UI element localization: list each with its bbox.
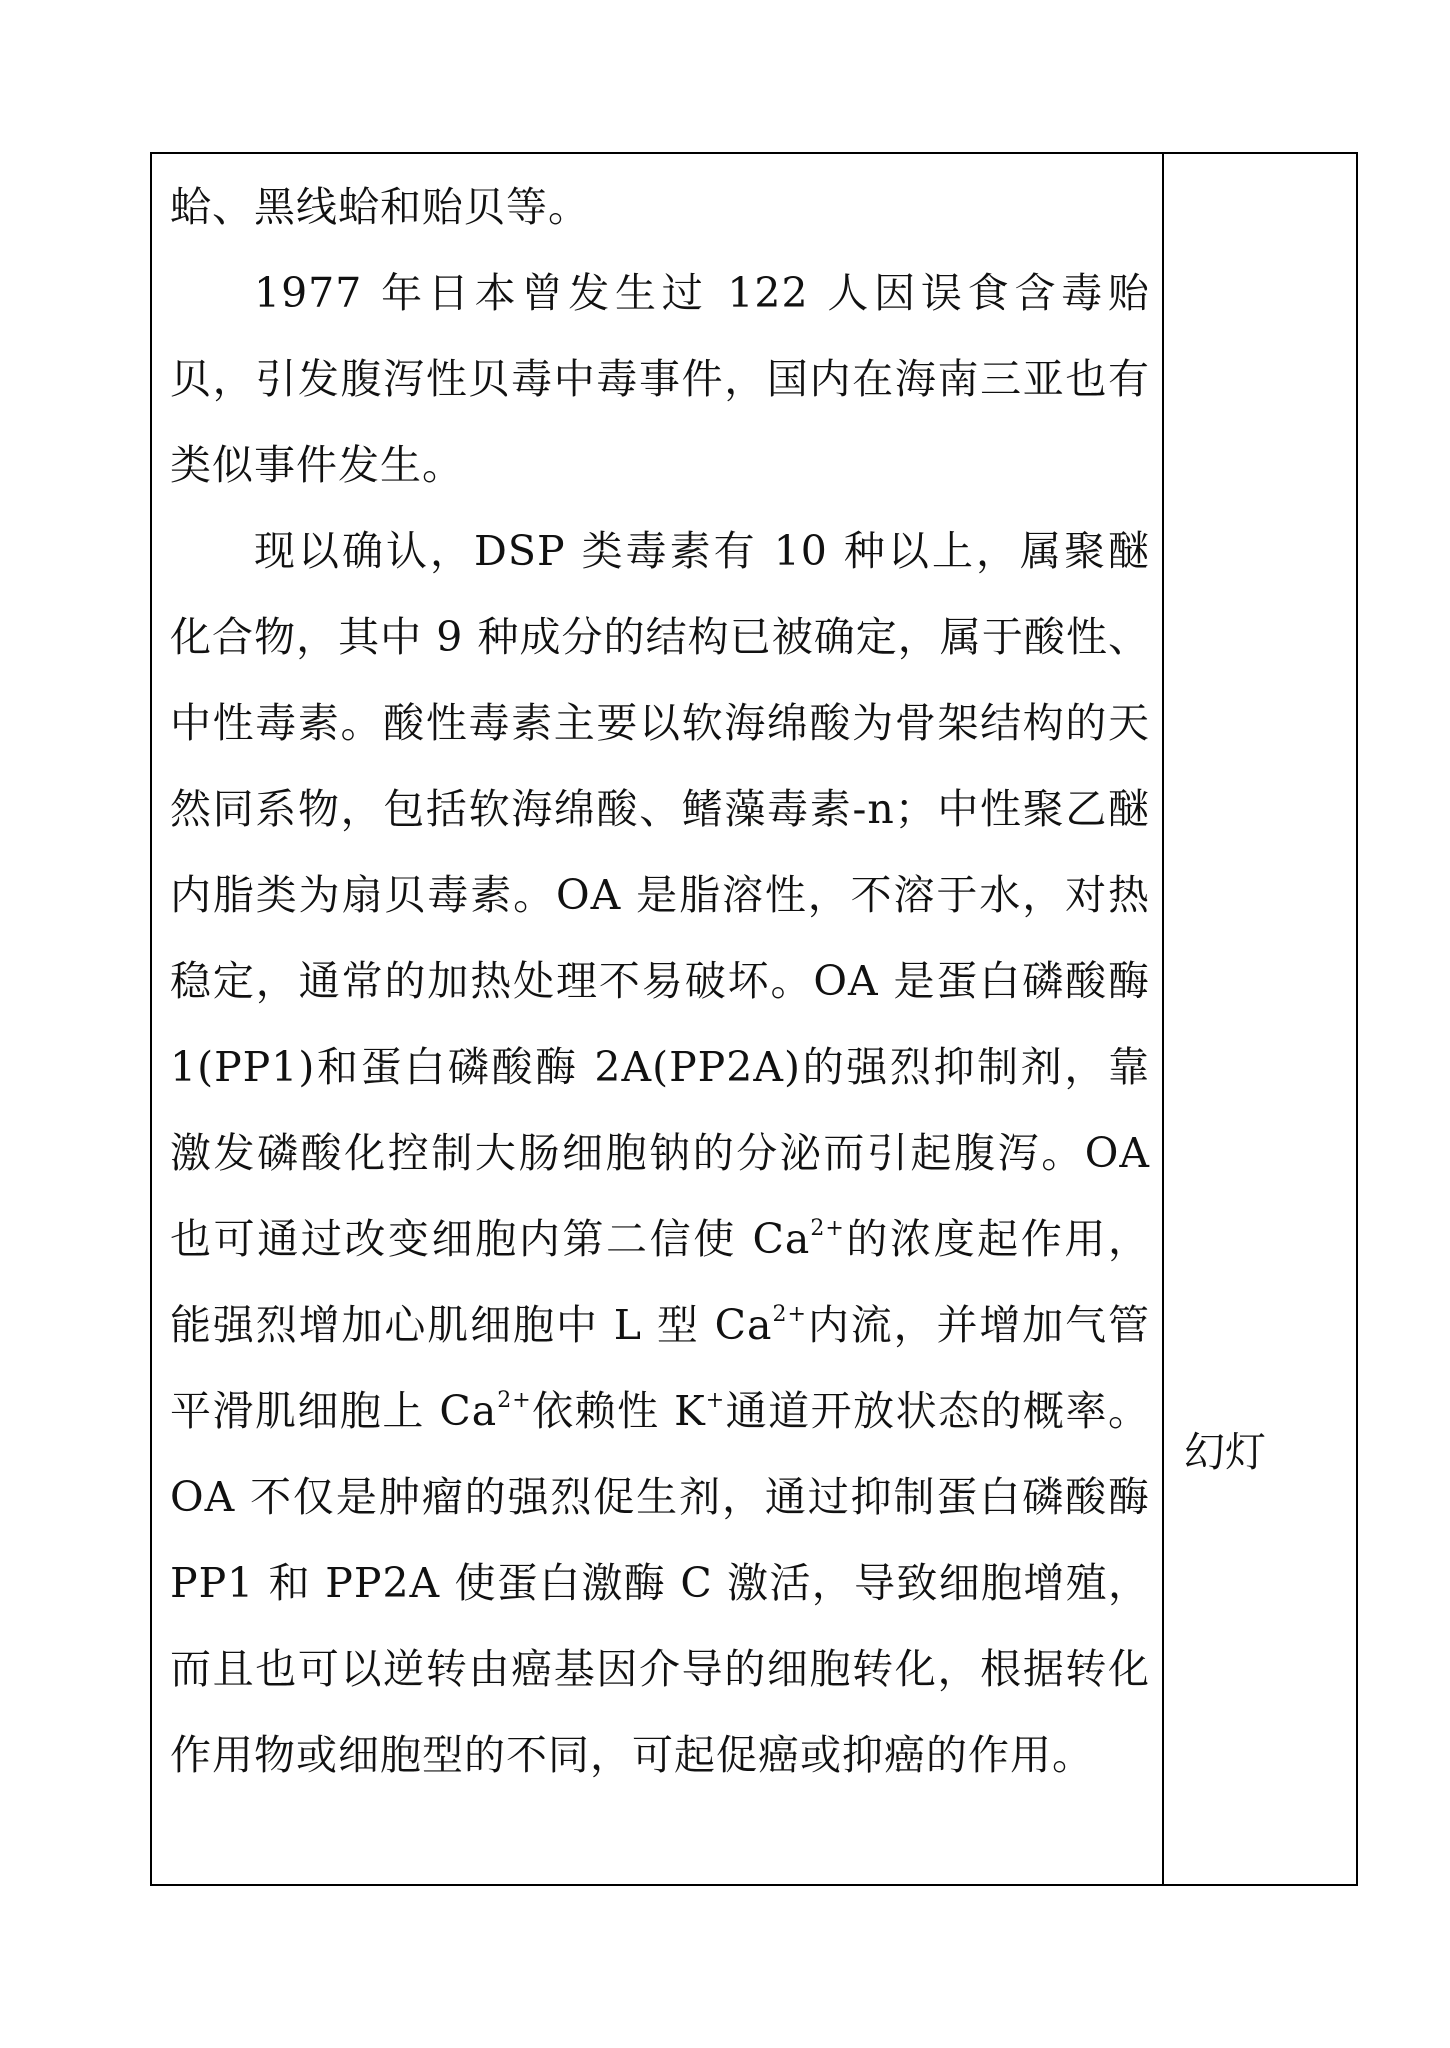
lesson-table — [150, 152, 1358, 1886]
superscript: 2+ — [810, 1216, 845, 1241]
superscript: + — [705, 1388, 726, 1413]
text-segment: 依赖性 K — [531, 1387, 706, 1435]
text-segment: 1977 年日本曾发生过 122 人因误食含毒贻贝，引发腹泻性贝毒中毒事件，国内在海南三亚也有类似事件发生。 — [170, 269, 1150, 489]
paragraph — [170, 508, 1150, 1798]
text-segment: 现以确认，DSP 类毒素有 10 种以上，属聚醚化合物，其中 9 种成分的结构已被确定，属于酸性、中性毒素。酸性毒素主要以软海绵酸为骨架结构的天然同系物，包括软海绵酸、鳍藻毒素-n；中性聚乙醚内脂类为扇贝毒素。OA 是脂溶性，不溶于水，对热稳定，通常的加热处理不易破坏。OA 是蛋白磷酸酶 1(PP1)和蛋白磷酸酶 2A(PP2A)的强烈抑制剂，靠激发磷酸化控制大肠细胞钠的分泌而引起腹泻。OA 也可通过改变细胞内第二信使 Ca — [170, 527, 1150, 1263]
superscript: 2+ — [497, 1388, 532, 1413]
text-segment: 内流，并增加气管平滑肌细胞上 Ca — [170, 1301, 1150, 1435]
column-divider — [1162, 154, 1164, 1884]
text-segment: 的浓度起作用，能强烈增加心肌细胞中 L 型 Ca — [170, 1215, 1150, 1349]
text-segment: 蛤、黑线蛤和贻贝等。 — [170, 183, 590, 231]
text-segment: 通道开放状态的概率。OA 不仅是肿瘤的强烈促生剂，通过抑制蛋白磷酸酶 PP1 和 PP2A 使蛋白激酶 C 激活，导致细胞增殖，而且也可以逆转由癌基因介导的细胞转化，根据转化作用物或细胞型的不同，可起促癌或抑癌的作用。 — [170, 1387, 1150, 1779]
content-cell — [170, 164, 1150, 1798]
superscript: 2+ — [772, 1302, 807, 1327]
paragraph — [170, 164, 1150, 250]
media-cell-label: 幻灯 — [1184, 1428, 1266, 1476]
paragraph — [170, 250, 1150, 508]
